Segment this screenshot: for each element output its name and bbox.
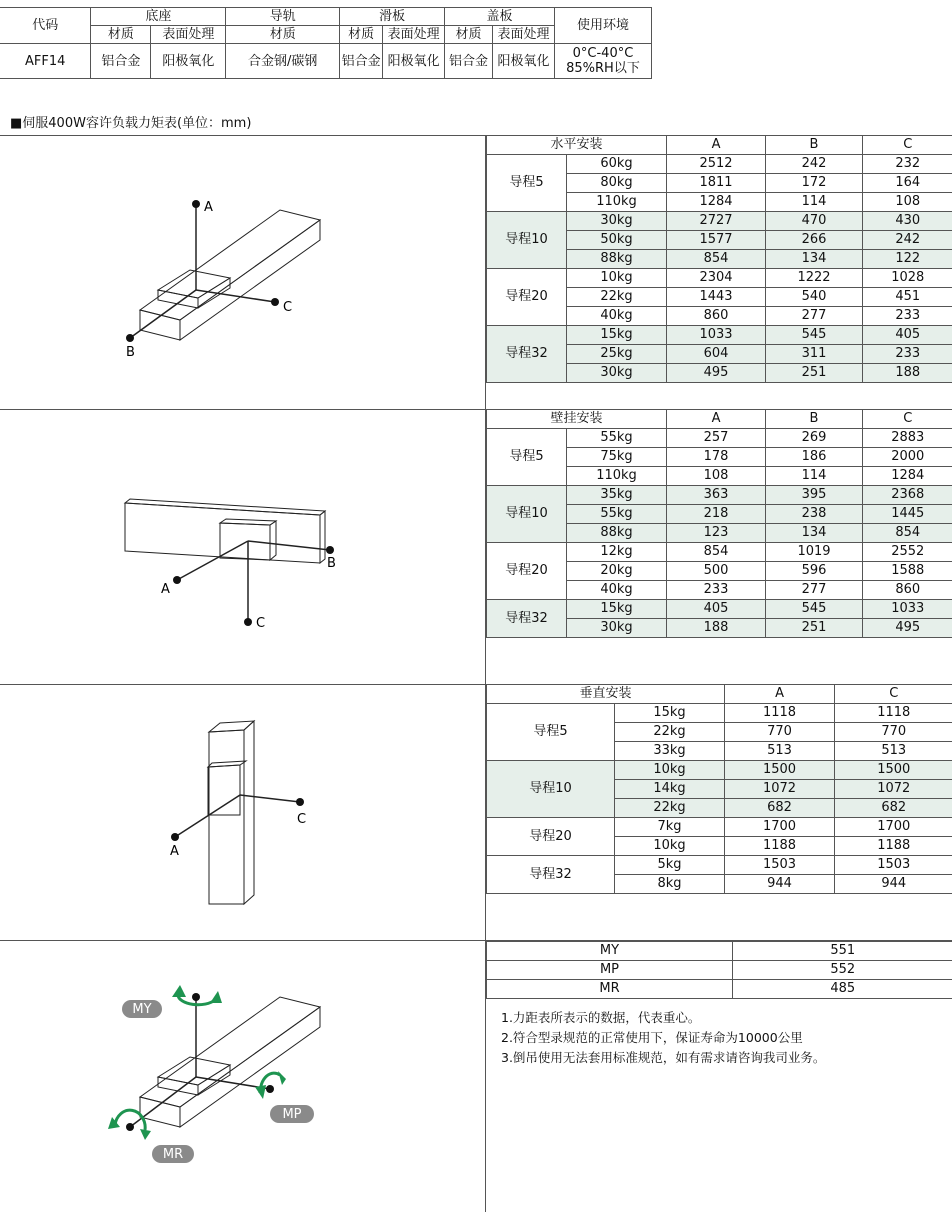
table-cell: 470 [766, 212, 863, 231]
table-cell: 30kg [567, 619, 667, 638]
table-cell: 15kg [567, 600, 667, 619]
spec-cell: AFF14 [0, 44, 91, 79]
table-header-cell: A [667, 136, 766, 155]
moment-row [487, 980, 952, 999]
table-cell: 10kg [615, 761, 725, 780]
moment-name: MP [487, 961, 733, 980]
table-cell: 2727 [667, 212, 766, 231]
table-cell: 1118 [725, 704, 835, 723]
table-cell: 55kg [567, 505, 667, 524]
table-cell: 75kg [567, 448, 667, 467]
table-row [487, 486, 952, 505]
moment-row [487, 942, 952, 961]
table-cell: 1811 [667, 174, 766, 193]
table-cell: 186 [766, 448, 863, 467]
table-cell: 1577 [667, 231, 766, 250]
spec-cell: 铝合金 [445, 44, 493, 79]
table-cell: 232 [863, 155, 952, 174]
table-cell: 1284 [863, 467, 952, 486]
table-cell: 277 [766, 581, 863, 600]
table-cell: 233 [863, 307, 952, 326]
table-cell: 604 [667, 345, 766, 364]
table-cell: 35kg [567, 486, 667, 505]
spec-cell: 阳极氧化 [493, 44, 555, 79]
table-cell: 15kg [615, 704, 725, 723]
table-cell: 1033 [667, 326, 766, 345]
table-cell: 596 [766, 562, 863, 581]
horizontal-moment-table [486, 135, 952, 383]
spec-header-slider: 滑板 [340, 8, 445, 26]
table-cell: 88kg [567, 524, 667, 543]
lead-cell: 导程32 [487, 326, 567, 383]
spec-cell: 阳极氧化 [151, 44, 226, 79]
table-cell: 60kg [567, 155, 667, 174]
table-cell: 80kg [567, 174, 667, 193]
table-cell: 134 [766, 250, 863, 269]
moment-value: 485 [733, 980, 952, 999]
table-cell: 405 [863, 326, 952, 345]
table-cell: 188 [667, 619, 766, 638]
table-cell: 30kg [567, 212, 667, 231]
table-cell: 1019 [766, 543, 863, 562]
table-row [487, 600, 952, 619]
table-cell: 1588 [863, 562, 952, 581]
table-cell: 545 [766, 600, 863, 619]
table-cell: 15kg [567, 326, 667, 345]
table-cell: 110kg [567, 467, 667, 486]
table-cell: 405 [667, 600, 766, 619]
table-cell: 513 [725, 742, 835, 761]
lead-cell: 导程10 [487, 212, 567, 269]
table-cell: 233 [667, 581, 766, 600]
table-row [487, 326, 952, 345]
horizontal-mount-diagram [100, 190, 340, 370]
note-item: 1.力距表所表示的数据，代表重心。 [501, 1010, 701, 1025]
table-row [487, 818, 952, 837]
table-header-cell: 垂直安装 [487, 685, 725, 704]
table-cell: 854 [863, 524, 952, 543]
table-cell: 233 [863, 345, 952, 364]
table-cell: 22kg [615, 799, 725, 818]
table-cell: 114 [766, 467, 863, 486]
vertical-moment-table [486, 684, 952, 894]
table-cell: 110kg [567, 193, 667, 212]
mp-badge: MP [282, 1107, 302, 1122]
table-cell: 251 [766, 619, 863, 638]
lead-cell: 导程5 [487, 429, 567, 486]
lead-cell: 导程32 [487, 856, 615, 894]
table-cell: 2552 [863, 543, 952, 562]
table-header-cell: C [863, 410, 952, 429]
table-cell: 40kg [567, 307, 667, 326]
spec-cell: 铝合金 [91, 44, 151, 79]
spec-env-cell [554, 44, 651, 79]
table-cell: 5kg [615, 856, 725, 875]
note-item: 2.符合型录规范的正常使用下，保证寿命为10000公里 [501, 1030, 803, 1045]
table-cell: 172 [766, 174, 863, 193]
table-cell: 188 [863, 364, 952, 383]
table-row [487, 269, 952, 288]
table-cell: 242 [766, 155, 863, 174]
table-cell: 1700 [725, 818, 835, 837]
table-cell: 33kg [615, 742, 725, 761]
table-cell: 682 [725, 799, 835, 818]
spec-cell: 铝合金 [340, 44, 383, 79]
table-cell: 1503 [725, 856, 835, 875]
table-header-cell: A [667, 410, 766, 429]
table-cell: 1118 [835, 704, 952, 723]
table-header-cell: C [863, 136, 952, 155]
table-cell: 7kg [615, 818, 725, 837]
table-cell: 1445 [863, 505, 952, 524]
axis-b-label: B [126, 345, 135, 360]
table-cell: 1033 [863, 600, 952, 619]
table-cell: 1072 [725, 780, 835, 799]
spec-header-cover: 盖板 [445, 8, 555, 26]
axis-b-label: B [327, 556, 336, 571]
table-row [487, 704, 952, 723]
table-row [487, 155, 952, 174]
axis-c-label: C [283, 300, 293, 315]
wall-moment-table [486, 409, 952, 638]
spec-header-base: 底座 [91, 8, 226, 26]
table-cell: 1503 [835, 856, 952, 875]
wall-mount-diagram [120, 495, 350, 635]
moment-name: MY [487, 942, 733, 961]
moment-row [487, 961, 952, 980]
axis-a-label: A [161, 582, 170, 597]
table-cell: 860 [863, 581, 952, 600]
spec-sub: 材质 [340, 26, 383, 44]
axis-a-label: A [204, 200, 213, 215]
spec-cell: 合金钢/碳钢 [226, 44, 340, 79]
table-cell: 682 [835, 799, 952, 818]
lead-cell: 导程20 [487, 269, 567, 326]
table-cell: 238 [766, 505, 863, 524]
table-cell: 770 [725, 723, 835, 742]
table-cell: 944 [725, 875, 835, 894]
table-cell: 25kg [567, 345, 667, 364]
table-cell: 2883 [863, 429, 952, 448]
table-cell: 1700 [835, 818, 952, 837]
table-cell: 20kg [567, 562, 667, 581]
table-cell: 108 [667, 467, 766, 486]
table-header-cell: 水平安装 [487, 136, 667, 155]
spec-sub: 表面处理 [151, 26, 226, 44]
table-cell: 540 [766, 288, 863, 307]
table-header-cell: B [766, 410, 863, 429]
table-cell: 257 [667, 429, 766, 448]
table-cell: 854 [667, 543, 766, 562]
axis-c-label: C [297, 812, 307, 827]
table-header-row [487, 685, 952, 704]
table-cell: 88kg [567, 250, 667, 269]
table-cell: 14kg [615, 780, 725, 799]
table-cell: 430 [863, 212, 952, 231]
table-cell: 122 [863, 250, 952, 269]
table-cell: 1284 [667, 193, 766, 212]
table-cell: 242 [863, 231, 952, 250]
table-cell: 114 [766, 193, 863, 212]
table-cell: 395 [766, 486, 863, 505]
table-cell: 860 [667, 307, 766, 326]
table-row [487, 856, 952, 875]
spec-sub: 材质 [445, 26, 493, 44]
table-cell: 513 [835, 742, 952, 761]
table-cell: 30kg [567, 364, 667, 383]
table-cell: 944 [835, 875, 952, 894]
table-header-row [487, 410, 952, 429]
table-cell: 854 [667, 250, 766, 269]
table-header-cell: A [725, 685, 835, 704]
lead-cell: 导程20 [487, 818, 615, 856]
table-cell: 251 [766, 364, 863, 383]
table-row [487, 429, 952, 448]
moment-value: 551 [733, 942, 952, 961]
table-cell: 311 [766, 345, 863, 364]
note-item: 3.倒吊使用无法套用标准规范，如有需求请咨询我司业务。 [501, 1050, 826, 1065]
table-cell: 363 [667, 486, 766, 505]
spec-sub: 表面处理 [383, 26, 445, 44]
table-header-cell: 壁挂安装 [487, 410, 667, 429]
table-cell: 10kg [615, 837, 725, 856]
moment-name: MR [487, 980, 733, 999]
table-cell: 22kg [615, 723, 725, 742]
table-cell: 1072 [835, 780, 952, 799]
spec-header-code: 代码 [0, 8, 91, 44]
table-cell: 178 [667, 448, 766, 467]
table-cell: 12kg [567, 543, 667, 562]
table-row [487, 543, 952, 562]
table-cell: 2512 [667, 155, 766, 174]
table-cell: 22kg [567, 288, 667, 307]
table-cell: 1500 [725, 761, 835, 780]
my-badge: MY [132, 1002, 152, 1017]
axis-a-label: A [170, 844, 179, 859]
lead-cell: 导程5 [487, 155, 567, 212]
spec-sub: 材质 [91, 26, 151, 44]
mr-badge: MR [162, 1147, 184, 1162]
lead-cell: 导程10 [487, 761, 615, 818]
notes [501, 1008, 825, 1068]
moment-values-table [486, 941, 952, 999]
table-cell: 55kg [567, 429, 667, 448]
table-cell: 1028 [863, 269, 952, 288]
table-cell: 123 [667, 524, 766, 543]
spec-sub: 材质 [226, 26, 340, 44]
env-line2: 85%RH以下 [566, 61, 640, 76]
table-cell: 277 [766, 307, 863, 326]
vertical-mount-diagram [160, 715, 330, 910]
lead-cell: 导程32 [487, 600, 567, 638]
moment-diagram [100, 975, 340, 1170]
table-cell: 2368 [863, 486, 952, 505]
table-cell: 500 [667, 562, 766, 581]
table-cell: 269 [766, 429, 863, 448]
table-cell: 218 [667, 505, 766, 524]
table-cell: 1222 [766, 269, 863, 288]
table-header-cell: B [766, 136, 863, 155]
table-cell: 266 [766, 231, 863, 250]
lead-cell: 导程10 [487, 486, 567, 543]
section-title: ■伺服400W容许负载力矩表(单位：mm) [10, 116, 252, 131]
table-cell: 10kg [567, 269, 667, 288]
spec-table [0, 7, 652, 79]
axis-c-label: C [256, 616, 266, 631]
table-cell: 1500 [835, 761, 952, 780]
table-cell: 1443 [667, 288, 766, 307]
table-header-cell: C [835, 685, 952, 704]
table-cell: 1188 [835, 837, 952, 856]
spec-header-env: 使用环境 [554, 8, 651, 44]
table-cell: 8kg [615, 875, 725, 894]
spec-cell: 阳极氧化 [383, 44, 445, 79]
table-cell: 495 [863, 619, 952, 638]
table-cell: 2304 [667, 269, 766, 288]
table-cell: 495 [667, 364, 766, 383]
env-line1: 0°C-40°C [572, 46, 634, 61]
table-cell: 50kg [567, 231, 667, 250]
table-cell: 164 [863, 174, 952, 193]
table-header-row [487, 136, 952, 155]
table-cell: 40kg [567, 581, 667, 600]
table-row [487, 761, 952, 780]
lead-cell: 导程20 [487, 543, 567, 600]
table-cell: 545 [766, 326, 863, 345]
lead-cell: 导程5 [487, 704, 615, 761]
table-cell: 134 [766, 524, 863, 543]
table-cell: 1188 [725, 837, 835, 856]
table-cell: 108 [863, 193, 952, 212]
moment-value: 552 [733, 961, 952, 980]
table-cell: 451 [863, 288, 952, 307]
table-row [487, 212, 952, 231]
table-cell: 770 [835, 723, 952, 742]
spec-header-rail: 导轨 [226, 8, 340, 26]
spec-sub: 表面处理 [493, 26, 555, 44]
table-cell: 2000 [863, 448, 952, 467]
